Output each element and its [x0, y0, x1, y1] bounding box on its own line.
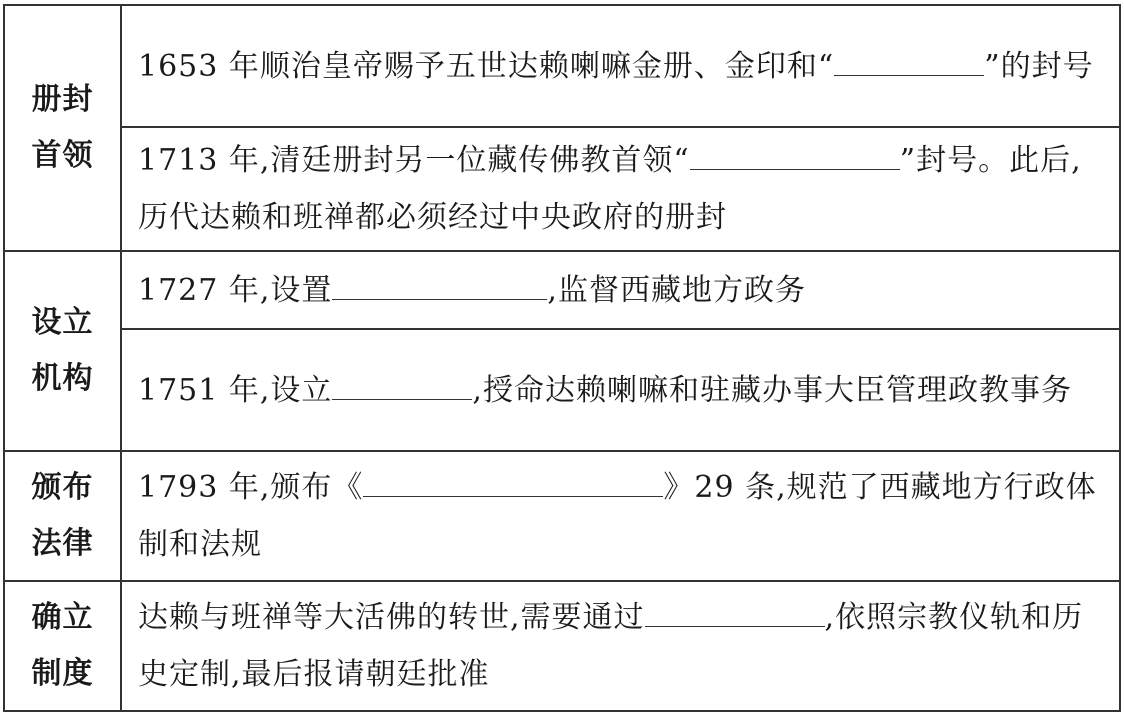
content-text: ,依照宗教仪轨和历史定制,最后报请朝廷批准: [138, 600, 1084, 692]
category-label: 制度: [31, 656, 94, 691]
category-label: 首领: [31, 138, 94, 173]
table-row: [4, 5, 1120, 127]
category-label: 机构: [31, 361, 94, 396]
content-text: 》29 条,规范了西藏地方行政体制和法规: [138, 470, 1097, 562]
category-cell-enfeoff: [4, 5, 121, 251]
category-label: 册封: [31, 82, 94, 117]
content-text: 1751 年,设立: [138, 372, 333, 408]
fill-blank[interactable]: [332, 271, 547, 300]
content-cell: [121, 329, 1120, 451]
content-text: 达赖与班禅等大活佛的转世,需要通过: [138, 600, 645, 635]
content-text: ”封号。此后,历代达赖和班禅都必须经过中央政府的册封: [138, 143, 1082, 235]
content-cell: [121, 5, 1120, 127]
fill-blank[interactable]: [834, 47, 984, 76]
content-text: 1653 年顺治皇帝赐予五世达赖喇嘛金册、金印和“: [138, 48, 835, 84]
fill-blank[interactable]: [645, 598, 825, 627]
category-label: 法律: [31, 526, 94, 561]
category-cell-system: [4, 581, 121, 711]
content-text: 1793 年,颁布《: [138, 470, 364, 505]
category-label: 颁布: [31, 470, 94, 505]
content-cell: [121, 581, 1120, 711]
content-text: 1727 年,设置: [138, 272, 333, 308]
content-cell: [121, 251, 1120, 329]
table-row: [4, 127, 1120, 251]
content-text: ,授命达赖喇嘛和驻藏办事大臣管理政教事务: [472, 372, 1072, 408]
table-row: [4, 581, 1120, 711]
history-table: [3, 4, 1121, 712]
content-cell: [121, 127, 1120, 251]
table-row: [4, 251, 1120, 329]
category-cell-law: [4, 451, 121, 581]
content-text: 1713 年,清廷册封另一位藏传佛教首领“: [138, 143, 690, 178]
fill-blank[interactable]: [690, 141, 900, 170]
category-cell-institution: [4, 251, 121, 451]
fill-blank[interactable]: [332, 371, 472, 400]
content-text: ”的封号: [984, 48, 1094, 84]
category-label: 确立: [31, 600, 94, 635]
fill-blank[interactable]: [363, 468, 663, 497]
category-label: 设立: [31, 305, 94, 340]
content-cell: [121, 451, 1120, 581]
content-text: ,监督西藏地方政务: [547, 272, 806, 308]
table-row: [4, 329, 1120, 451]
table-row: [4, 451, 1120, 581]
